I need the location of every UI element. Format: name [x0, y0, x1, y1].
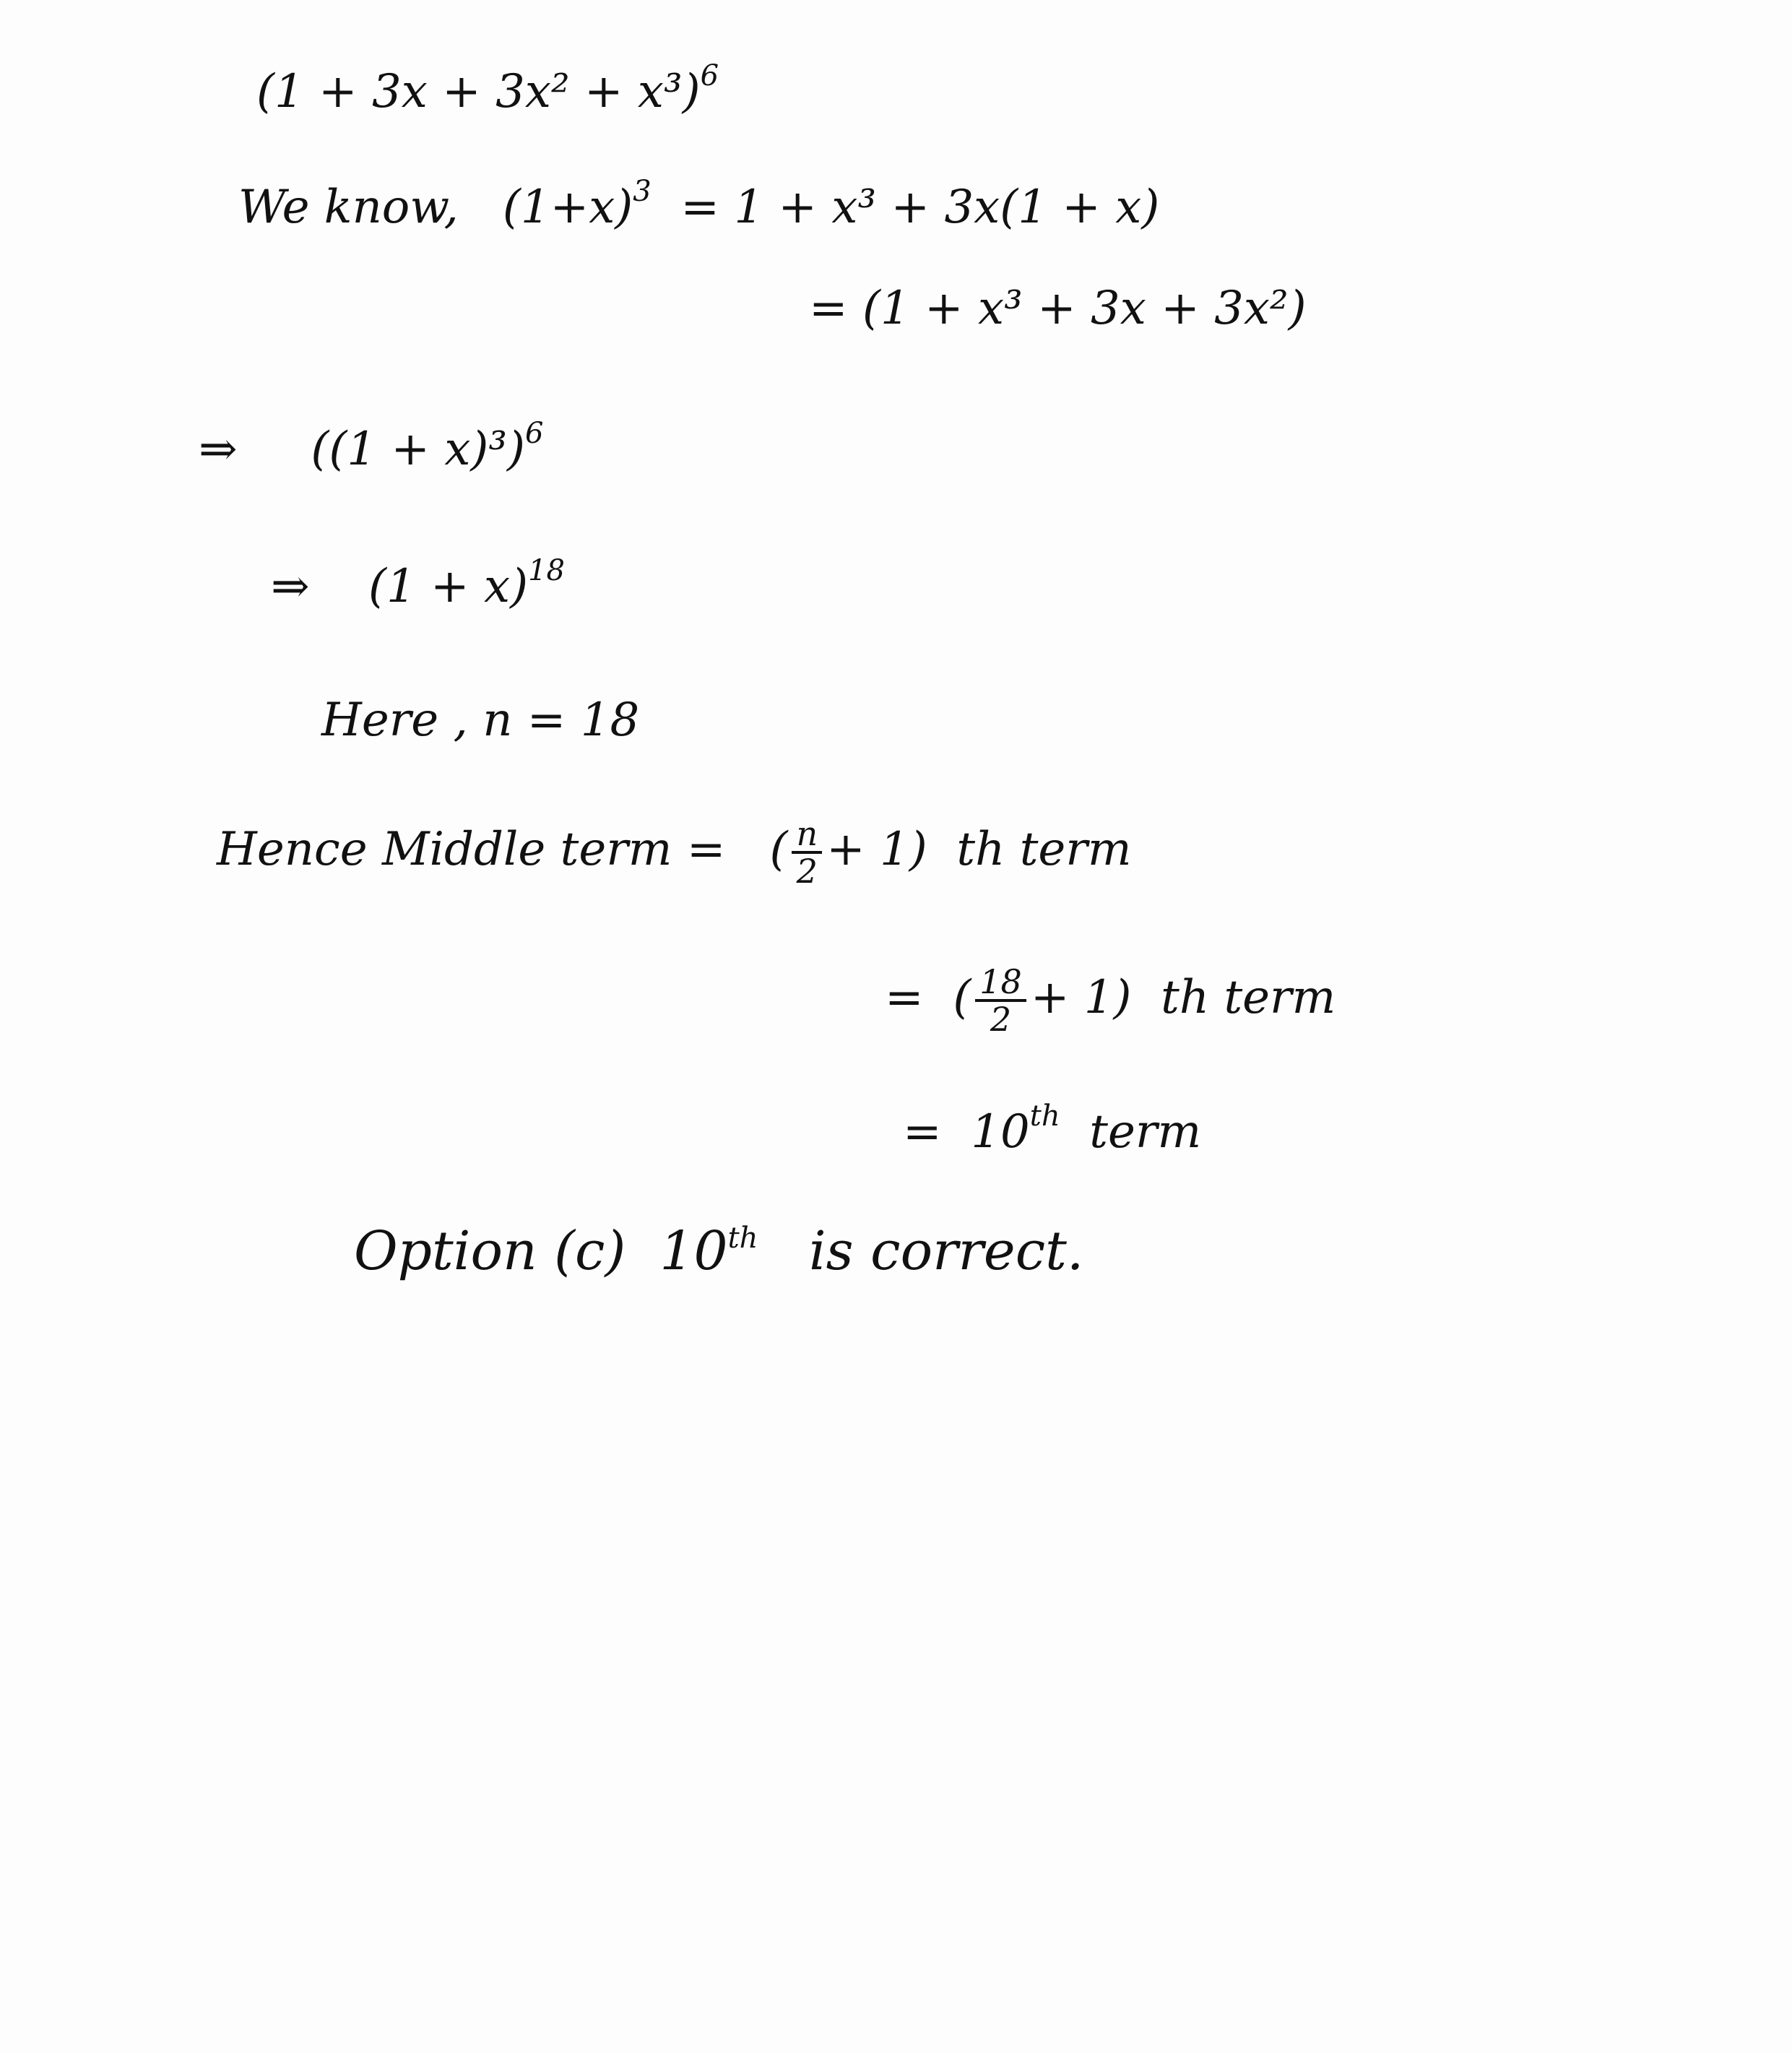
step-line-2: [271, 554, 565, 613]
implies-arrow: ⇒: [199, 423, 238, 476]
n-over-2-fraction: [792, 816, 822, 889]
identity-line: [238, 175, 1160, 234]
term-label: term: [1089, 1105, 1202, 1159]
we-know-label: We know,: [238, 181, 459, 234]
identity-rhs: = 1 + x³ + 3x(1 + x): [680, 181, 1160, 234]
open-paren: (: [769, 822, 788, 876]
fraction-denominator: 2: [796, 852, 818, 891]
fraction-numerator: 18: [975, 964, 1026, 1002]
ordinal-suffix: th: [727, 1222, 758, 1255]
fraction-numerator: n: [792, 816, 822, 854]
identity-lhs: (1+x): [502, 181, 633, 234]
result-line: [903, 1099, 1202, 1159]
formula-tail: + 1): [1030, 970, 1132, 1024]
th-term-label: th term: [956, 822, 1132, 876]
open-paren: (: [953, 970, 971, 1024]
exponent: 6: [700, 59, 719, 92]
18-over-2-fraction: [975, 962, 1026, 1040]
step-line-1: [199, 417, 544, 476]
identity-lhs-exponent: 3: [633, 175, 652, 208]
equals-sign: =: [903, 1105, 942, 1159]
term-number: 10: [971, 1105, 1030, 1159]
step-1-text: ((1 + x)³): [311, 423, 525, 476]
n-value-line: [321, 693, 640, 747]
option-label: Option (c): [354, 1220, 626, 1282]
middle-term-substituted-line: [885, 962, 1336, 1040]
fraction-denominator: 2: [990, 1000, 1012, 1040]
th-term-label: th term: [1161, 970, 1336, 1024]
step-2-text: (1 + x): [368, 560, 529, 613]
equals-sign: =: [885, 970, 924, 1024]
expression-line: [256, 59, 719, 118]
identity-expanded-line: [809, 282, 1307, 335]
identity-expanded-text: = (1 + x³ + 3x + 3x²): [809, 282, 1307, 335]
n-value-text: Here , n = 18: [321, 693, 640, 747]
step-2-exponent: 18: [528, 554, 565, 587]
middle-term-formula-line: [217, 816, 1132, 889]
answer-line: [354, 1220, 1084, 1282]
expression-text: (1 + 3x + 3x² + x³): [256, 65, 701, 118]
ordinal-suffix: th: [1029, 1099, 1060, 1133]
middle-term-label: Hence Middle term =: [217, 822, 726, 876]
answer-conclusion: is correct.: [809, 1220, 1084, 1282]
answer-number: 10: [659, 1220, 728, 1282]
formula-tail: + 1): [826, 822, 927, 876]
implies-arrow: ⇒: [271, 560, 310, 613]
step-1-exponent: 6: [525, 417, 544, 450]
